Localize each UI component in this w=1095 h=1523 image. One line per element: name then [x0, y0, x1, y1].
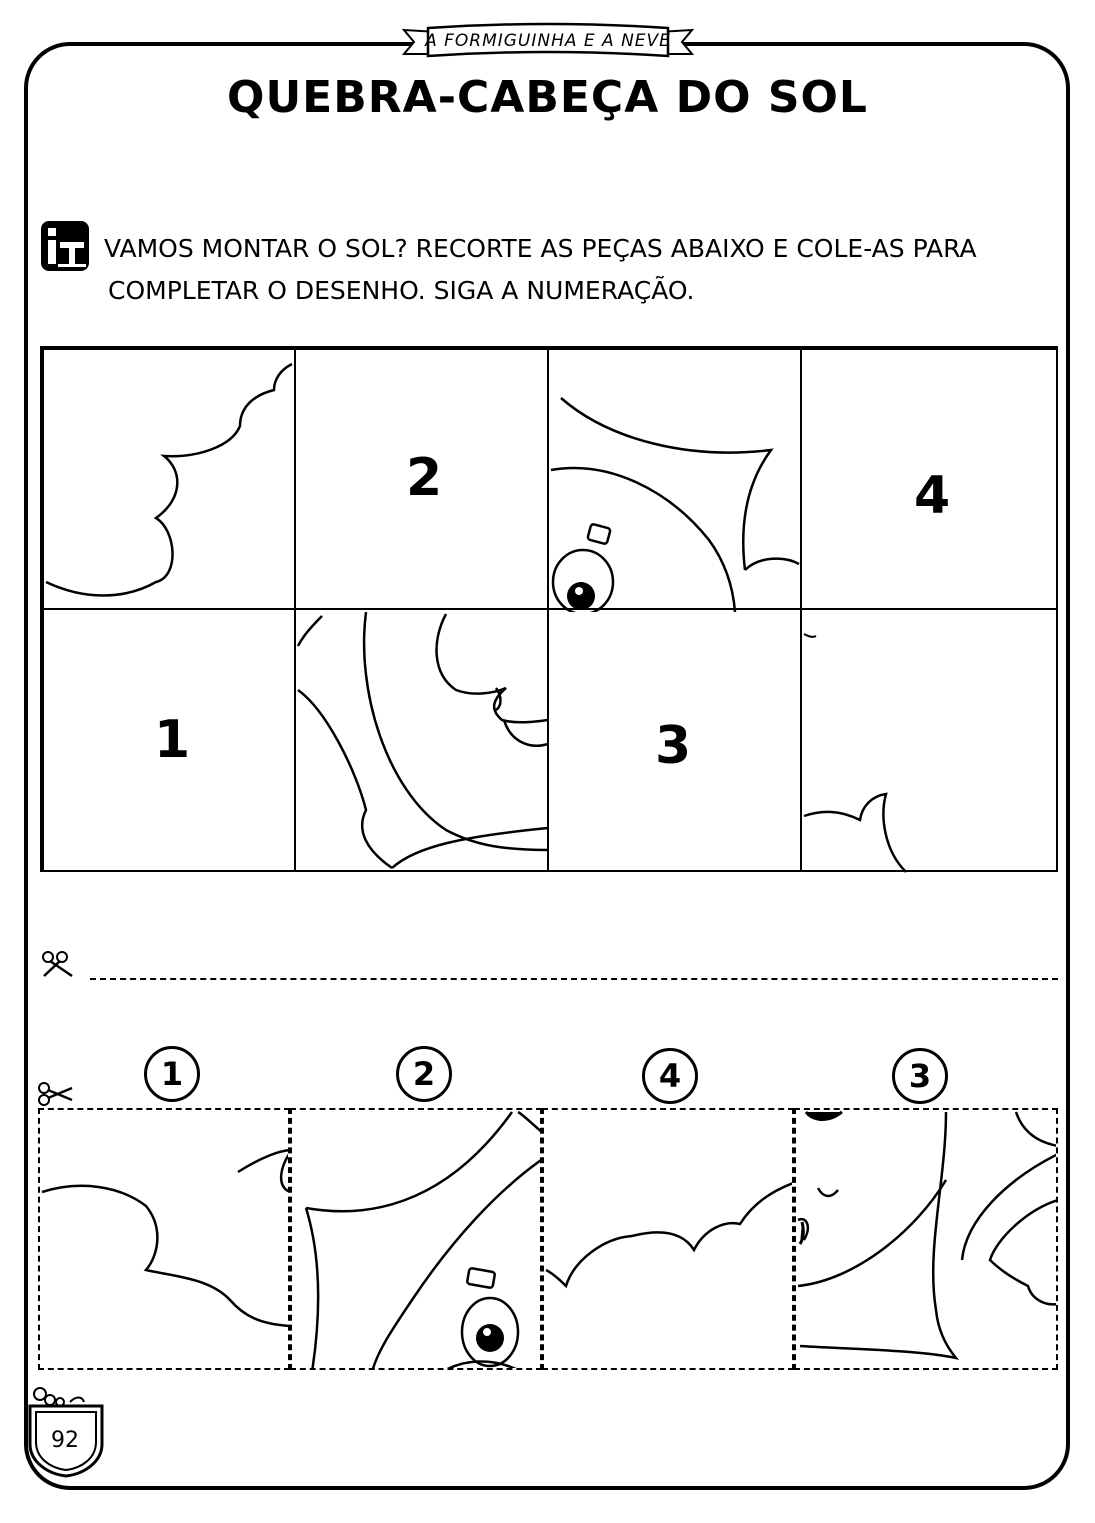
- board-number: 2: [406, 448, 443, 508]
- cutout-piece-3[interactable]: [794, 1108, 1058, 1370]
- board-cell-ray-right: [800, 608, 1058, 872]
- scissors-glue-icon: [40, 220, 90, 272]
- puzzle-board: [40, 346, 1058, 872]
- piece-label-badge: 2: [396, 1046, 452, 1102]
- board-cell-number-1: [42, 608, 296, 872]
- cutout-piece-2[interactable]: [290, 1108, 542, 1370]
- piece-label-badge: 3: [892, 1048, 948, 1104]
- page-title: QUEBRA-CABEÇA DO SOL: [227, 72, 868, 123]
- cutout-pieces: [38, 1108, 1058, 1370]
- board-cell-ray-left: [42, 348, 296, 610]
- board-cell-number-2: [294, 348, 549, 610]
- cutout-piece-4[interactable]: [542, 1108, 794, 1370]
- series-banner: [398, 22, 698, 64]
- board-cell-sun-mouth: [294, 608, 549, 872]
- cut-line: [90, 978, 1058, 980]
- instruction-text: [104, 228, 1074, 312]
- instruction-line-1: VAMOS MONTAR O SOL? RECORTE AS PEÇAS ABAIXO E COLE-AS PARA: [104, 234, 977, 263]
- scissors-icon: [36, 1080, 76, 1108]
- series-title: A FORMIGUINHA E A NEVE: [425, 31, 671, 51]
- board-cell-number-3: [547, 608, 802, 872]
- board-number: 4: [914, 466, 951, 526]
- board-number: 3: [655, 716, 692, 776]
- board-cell-number-4: [800, 348, 1058, 610]
- page-number: 92: [51, 1428, 79, 1453]
- piece-label-badge: 4: [642, 1048, 698, 1104]
- board-cell-sun-eye: [547, 348, 802, 610]
- instruction-line-2: COMPLETAR O DESENHO. SIGA A NUMERAÇÃO.: [108, 276, 695, 305]
- cutout-piece-1[interactable]: [38, 1108, 290, 1370]
- piece-label-badge: 1: [144, 1046, 200, 1102]
- board-number: 1: [154, 710, 191, 770]
- scissors-icon: [40, 950, 80, 978]
